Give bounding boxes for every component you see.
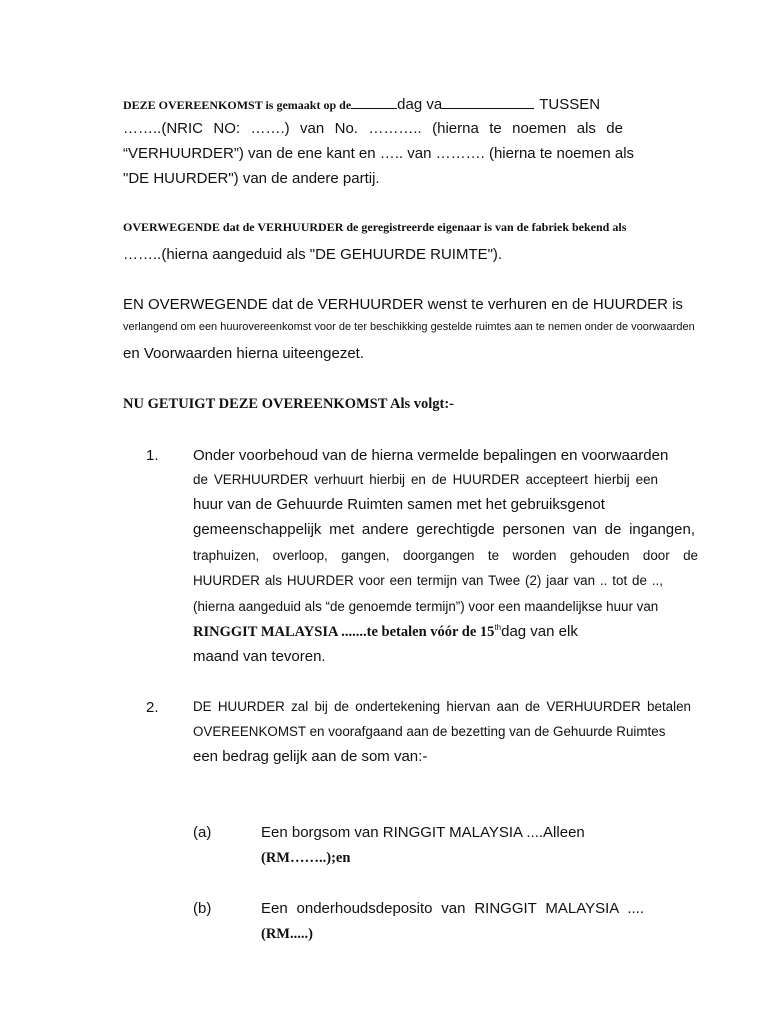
clause-1-line-5: traphuizen, overloop, gangen, doorgangen te worden gehouden door de <box>193 548 698 563</box>
intro-line-1 <box>123 95 600 114</box>
ordinal-suffix: th <box>494 623 502 632</box>
intro-line-3: “VERHUURDER”) van de ene kant en ….. van ………. (hierna te noemen als <box>123 145 635 162</box>
clause-1-line-3: huur van de Gehuurde Ruimten samen met het gebruiksgenot <box>193 496 605 513</box>
overwegende-line-1: OVERWEGENDE dat de VERHUURDER de geregistreerde eigenaar is van de fabriek bekend als <box>123 220 627 234</box>
intro-dag-text: dag va <box>397 96 443 113</box>
item-a-label: (a) <box>193 824 212 841</box>
clause-1-line-9: maand van tevoren. <box>193 648 326 665</box>
intro-line-2: ……..(NRIC NO: …….) van No. ……….. (hierna te noemen als de <box>123 120 623 137</box>
clause-1-number: 1. <box>146 447 159 464</box>
en-overwegende-line-1: EN OVERWEGENDE dat de VERHUURDER wenst te verhuren en de HUURDER is <box>123 296 683 313</box>
date-blank <box>351 95 397 109</box>
item-a-line-1: Een borgsom van RINGGIT MALAYSIA ....Alleen <box>261 824 585 841</box>
section-heading: NU GETUIGT DEZE OVEREENKOMST Als volgt:- <box>123 396 455 412</box>
clause-1-line-6: HUURDER als HUURDER voor een termijn van Twee (2) jaar van .. tot de .., <box>193 573 663 588</box>
clause-2-number: 2. <box>146 699 159 716</box>
en-overwegende-line-3: en Voorwaarden hierna uiteengezet. <box>123 345 365 362</box>
rent-amount-text: RINGGIT MALAYSIA .......te betalen vóór de 15 <box>193 624 495 640</box>
item-b-label: (b) <box>193 900 212 917</box>
clause-2-line-3: een bedrag gelijk aan de som van:- <box>193 748 428 765</box>
clause-1-line-2: de VERHUURDER verhuurt hierbij en de HUURDER accepteert hierbij een <box>193 472 658 487</box>
overwegende-line-2: ……..(hierna aangeduid als "DE GEHUURDE RUIMTE"). <box>123 246 503 263</box>
intro-line-4: "DE HUURDER") van de andere partij. <box>123 170 380 187</box>
en-overwegende-line-2: verlangend om een huurovereenkomst voor de ter beschikking gestelde ruimtes aan te nemen onder de voorwaarden <box>123 321 695 333</box>
rent-due-text: dag van elk <box>501 623 578 640</box>
clause-1-line-7: (hierna aangeduid als “de genoemde termijn”) voor een maandelijkse huur van <box>193 599 659 614</box>
item-b-line-2: (RM.....) <box>261 926 313 942</box>
clause-2-line-2: OVEREENKOMST en voorafgaand aan de bezetting van de Gehuurde Ruimtes <box>193 724 666 739</box>
item-b-line-1: Een onderhoudsdeposito van RINGGIT MALAYSIA .... <box>261 900 644 917</box>
clause-2-line-1: DE HUURDER zal bij de ondertekening hiervan aan de VERHUURDER betalen <box>193 699 691 714</box>
clause-1-line-4: gemeenschappelijk met andere gerechtigde personen van de ingangen, <box>193 521 695 538</box>
clause-1-line-1: Onder voorbehoud van de hierna vermelde bepalingen en voorwaarden <box>193 447 669 464</box>
month-blank <box>442 95 534 109</box>
clause-1-line-8 <box>193 623 578 641</box>
intro-tussen-text: TUSSEN <box>539 96 601 113</box>
item-a-line-2: (RM……..);en <box>261 850 351 866</box>
intro-bold-text: DEZE OVEREENKOMST is gemaakt op de <box>123 98 352 112</box>
